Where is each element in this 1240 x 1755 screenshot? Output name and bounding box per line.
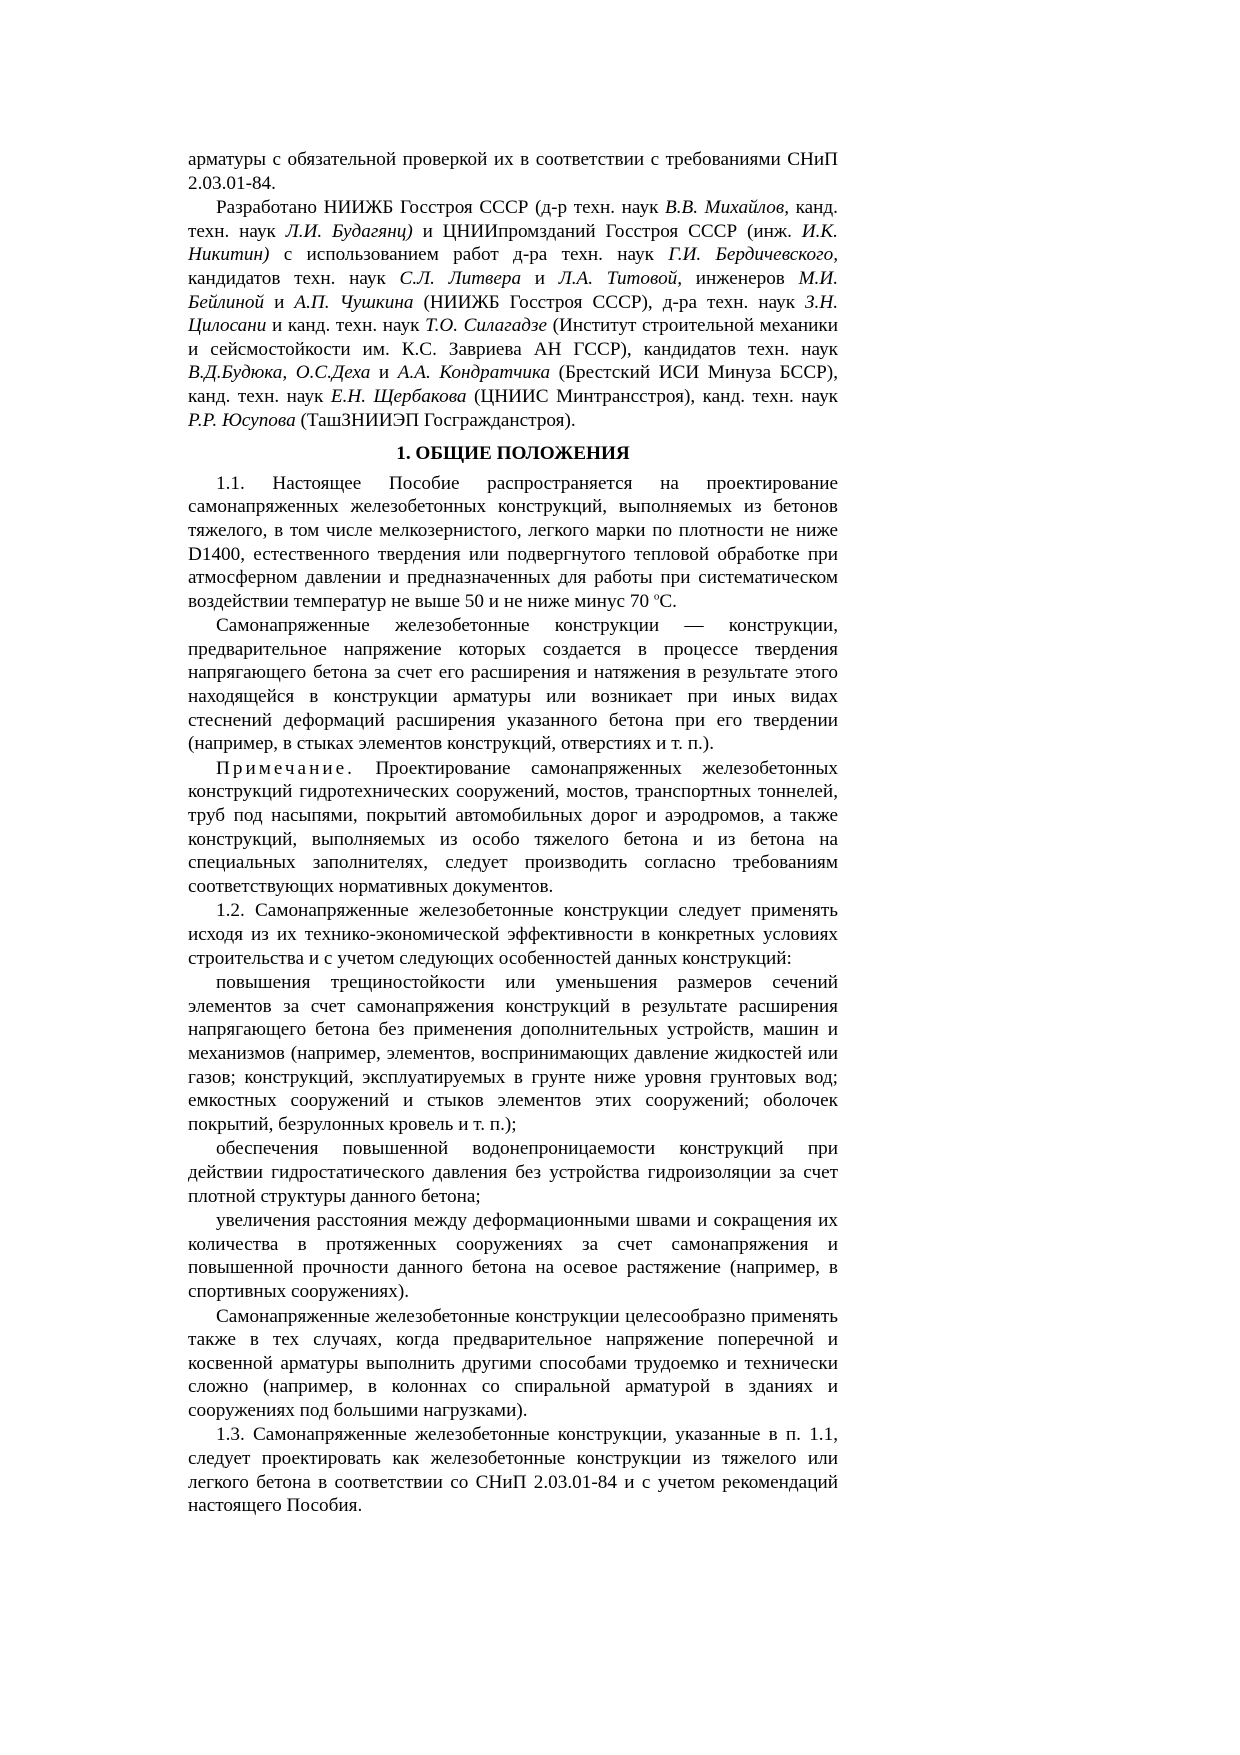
credits-text: и [521,267,559,289]
section-heading: 1. ОБЩИЕ ПОЛОЖЕНИЯ [396,443,630,465]
credits-text: и [370,362,398,384]
credits-text: и канд. техн. наук [266,315,426,337]
credits-text: и [264,291,295,313]
paragraph-1-1 [188,472,838,614]
definition-paragraph: Самонапряженные железобетонные конструкции — конструкции, предварительное напряжение которых создается в процессе твердения напрягающего бетона за счет его расширения и натяжения в результате этого находящейся в конструкции арматуры или возникает при иных видах стеснений деформаций расширения указанного бетона при его твердении (например, в стыках элементов конструкций, отверстиях и т. п.). [188,615,838,755]
paragraph-1-2: 1.2. Самонапряженные железобетонные конструкции следует применять исходя из их технико-экономической эффективности в конкретных условиях строительства и с учетом следующих особенностей данных конструкций: [188,900,838,969]
author-name: Е.Н. Щербакова [330,385,467,407]
document-page [188,148,838,1518]
note-label: Примечание. [216,757,355,779]
credits-text: инженеров [682,267,799,289]
credits-paragraph [188,196,838,432]
paragraph-1-1-text: 1.1. Настоящее Пособие распространяется на проектирование самонапряженных железобетонных конструкций, выполняемых из бетонов тяжелого, в том числе мелкозернистого, легкого марки по плотности не ниже D1400, естественного твердения или подвергнутого тепловой обработке при атмосферном давлении и предназначенных для работы при систематическом воздействии температур не выше 50 и не ниже минус 70 [188,472,838,612]
credits-text: с использованием работ д-ра техн. наук [269,244,669,266]
intro-paragraph-continuation: арматуры с обязательной проверкой их в соответствии с требованиями СНиП 2.03.01-84. [188,149,838,194]
author-name: А.А. Кондратчика [397,362,551,384]
credits-text: и ЦНИИпромзданий Госстроя СССР (инж. [412,220,802,242]
credits-text: кандидатов техн. наук [188,267,400,289]
author-name: Л.А. Титовой, [558,267,683,289]
author-name: Р.Р. Юсупова [188,409,296,431]
credits-text: (Брестский ИСИ Минуза БССР), канд. техн. наук [188,362,838,407]
author-name: В.В. Михайлов, [665,197,789,219]
feature-item-crack-resistance: повышения трещиностойкости или уменьшения размеров сечений элементов за счет самонапряжения конструкций в результате расширения напрягающего бетона без применения дополнительных устройств, машин и механизмов (например, элементов, воспринимающих давление жидкостей или газов; конструкций, эксплуатируемых в грунте ниже уровня грунтовых вод; емкостных сооружений и стыков элементов этих сооружений; оболочек покрытий, безрулонных кровель и т. п.); [188,972,838,1135]
paragraph-1-3: 1.3. Самонапряженные железобетонные конструкции, указанные в п. 1.1, следует проектировать как железобетонные конструкции из тяжелого или легкого бетона в соответствии со СНиП 2.03.01-84 и с учетом рекомендаций настоящего Пособия. [188,1424,838,1517]
author-name: Т.О. Силагадзе [425,315,548,337]
author-name: В.Д.Будюка, О.С.Деха [188,362,371,384]
degree-symbol: o [653,590,660,603]
credits-text: (ТашЗНИИЭП Госгражданстроя). [295,409,576,431]
credits-text: канд. техн. наук [188,197,838,242]
feature-item-joint-spacing: увеличения расстояния между деформационными швами и сокращения их количества в протяженных сооружениях за счет самонапряжения и повышенной прочности данного бетона на осевое растяжение (например, в спортивных сооружениях). [188,1210,838,1302]
feature-item-waterproofing: обеспечения повышенной водонепроницаемости конструкций при действии гидростатического давления без устройства гидроизоляции за счет плотной структуры данного бетона; [188,1138,838,1207]
author-name: А.П. Чушкина [294,291,414,313]
credits-text: (НИИЖБ Госстроя СССР), д-ра техн. наук [413,291,806,313]
note-text: Проектирование самонапряженных железобетонных конструкций гидротехнических сооружений, мостов, транспортных тоннелей, труб под насыпями, покрытий автомобильных дорог и аэродромов, а также конструкций, выполняемых из особо тяжелого бетона и из бетона на специальных заполнителях, следует производить согласно требованиям соответствующих нормативных документов. [188,757,838,897]
feature-item-transverse-reinforcement: Самонапряженные железобетонные конструкции целесообразно применять также в тех случаях, когда предварительное напряжение поперечной и косвенной арматуры выполнить другими способами трудоемко и технически сложно (например, в колоннах со спиральной арматурой в зданиях и сооружениях под большими нагрузками). [188,1305,838,1421]
author-name: С.Л. Литвера [399,267,522,289]
credits-text: (ЦНИИС Минтрансстроя), канд. техн. наук [466,385,838,407]
paragraph-1-1-unit: С. [659,590,677,612]
author-name: И.К. Никитин) [188,220,838,266]
credits-text: Разработано НИИЖБ Госстроя СССР (д-р техн. наук [216,197,665,219]
author-name: Г.И. Бердичевского, [668,244,838,266]
author-name: З.Н. Цилосани [188,291,838,337]
note-paragraph [188,757,838,899]
credits-text: (Институт строительной механики и сейсмостойкости им. К.С. Завриева АН ГССР), кандидатов техн. наук [188,315,838,360]
author-name: Л.И. Будагянц) [285,220,413,242]
author-name: М.И. Бейлиной [188,267,838,313]
